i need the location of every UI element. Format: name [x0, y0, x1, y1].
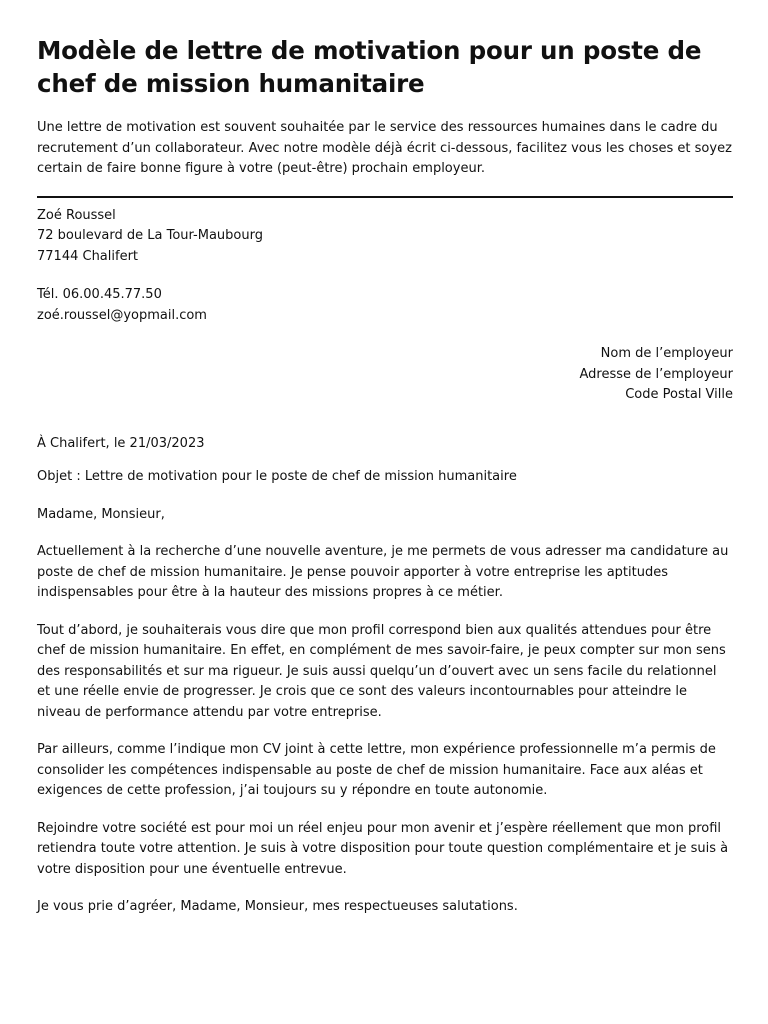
recipient-name: Nom de l’employeur: [600, 346, 733, 361]
letter-date: À Chalifert, le 21/03/2023: [37, 435, 205, 451]
recipient-address: Adresse de l’employeur: [579, 366, 733, 382]
sender-street: 72 boulevard de La Tour-Maubourg: [37, 228, 263, 243]
letter-subject: Objet : Lettre de motivation pour le poste de chef de mission humanitaire: [37, 469, 517, 484]
letter-page: [37, 34, 733, 918]
letter-closing: Je vous prie d’agréer, Madame, Monsieur, mes respectueuses salutations.: [37, 899, 518, 914]
sender-block: [37, 206, 733, 268]
recipient-block: [37, 344, 733, 406]
divider: [37, 196, 733, 198]
sender-phone: Tél. 06.00.45.77.50: [37, 287, 162, 302]
sender-contact: [37, 285, 733, 326]
paragraph-1: Actuellement à la recherche d’une nouvelle aventure, je me permets de vous adresser ma candidature au poste de chef de mission humanitaire. Je pense pouvoir apporter à votre entreprise les aptitudes indispensables pour être à la hauteur des missions propres à ce métier.: [37, 544, 729, 600]
sender-city: 77144 Chalifert: [37, 248, 139, 264]
sender-email: zoé.roussel@yopmail.com: [37, 307, 207, 323]
intro-paragraph: Une lettre de motivation est souvent souhaitée par le service des ressources humaines dans le cadre du recrutement d’un collaborateur. Avec notre modèle déjà écrit ci-dessous, facilitez vous les choses et soyez certain de faire bonne figure à votre (peut-être) prochain employeur.: [37, 120, 732, 176]
paragraph-4: Rejoindre votre société est pour moi un réel enjeu pour mon avenir et j’espère réellement que mon profil retiendra toute votre attention. Je suis à votre disposition pour toute question complémentaire et je suis à votre disposition pour une éventuelle entrevue.: [37, 820, 729, 877]
letter-salutation: Madame, Monsieur,: [37, 506, 165, 522]
sender-name: Zoé Roussel: [37, 207, 116, 223]
paragraph-3: Par ailleurs, comme l’indique mon CV joint à cette lettre, mon expérience professionnelle m’a permis de consolider les compétences indispensable au poste de chef de mission humanitaire. Face aux aléas et exigences de cette profession, j’ai toujours su y répondre en toute autonomie.: [37, 742, 716, 798]
page-title: Modèle de lettre de motivation pour un poste de chef de mission humanitaire: [37, 36, 702, 98]
recipient-postal: Code Postal Ville: [625, 387, 733, 402]
paragraph-2: Tout d’abord, je souhaiterais vous dire que mon profil correspond bien aux qualités attendues pour être chef de mission humanitaire. En effet, en complément de mes savoir-faire, je peux compter sur mon sens des responsabilités et sur ma rigueur. Je suis aussi quelqu’un d’ouvert avec un sens facile du relationnel et une réelle envie de progresser. Je crois que ce sont des valeurs incontournables pour atteindre le niveau de performance attendu par votre entreprise.: [37, 622, 726, 720]
